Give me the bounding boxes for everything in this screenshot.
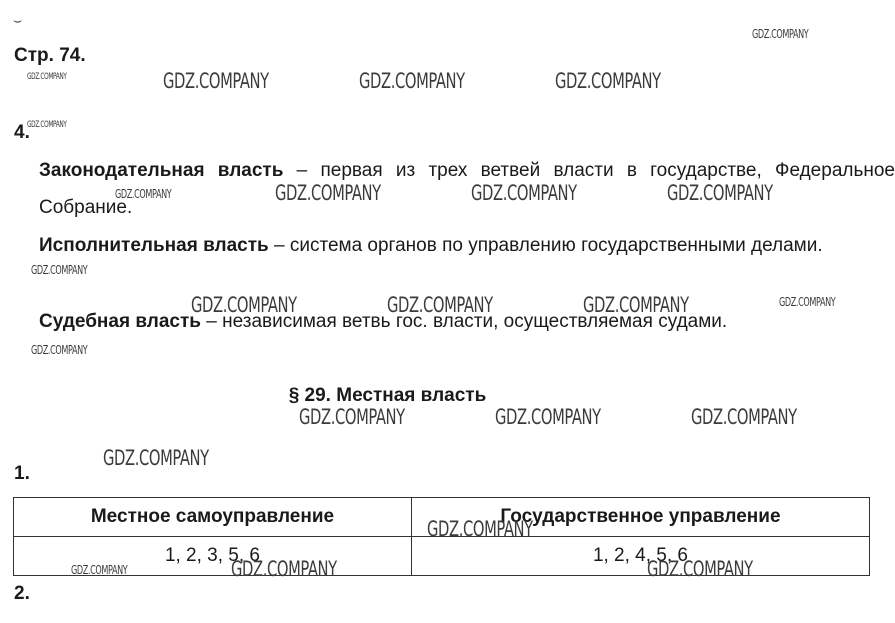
cropped-next-line: 2. xyxy=(14,583,30,604)
watermark: GDZ.COMPANY xyxy=(31,343,88,357)
task-4-number: 4. xyxy=(14,122,30,143)
page-label: Стр. 74. xyxy=(14,45,86,66)
top-corner-mark: ⌣ xyxy=(13,12,23,28)
definition-executive xyxy=(14,227,895,264)
watermark: GDZ.COMPANY xyxy=(691,405,797,429)
definition-judicial-text: – независимая ветвь гос. власти, осуществляемая судами. xyxy=(200,311,728,332)
watermark: GDZ.COMPANY xyxy=(103,446,209,470)
watermark: GDZ.COMPANY xyxy=(647,557,753,581)
definition-executive-text: – система органов по управлению государственными делами. xyxy=(268,235,823,256)
column-header-state: Государственное управление xyxy=(411,498,869,537)
watermark: GDZ.COMPANY xyxy=(779,295,836,309)
table-cell-local: 1, 2, 3, 5, 6 xyxy=(14,537,412,576)
watermark: GDZ.COMPANY xyxy=(299,405,405,429)
table-cell-state: 1, 2, 4, 5, 6 xyxy=(411,537,869,576)
term-legislative: Законодательная власть xyxy=(39,160,284,181)
watermark: GDZ.COMPANY xyxy=(752,27,809,41)
watermark: GDZ.COMPANY xyxy=(583,293,689,317)
watermark: GDZ.COMPANY xyxy=(427,517,533,541)
watermark: GDZ.COMPANY xyxy=(275,181,381,205)
watermark: GDZ.COMPANY xyxy=(471,181,577,205)
watermark: GDZ.COMPANY xyxy=(31,263,88,277)
watermark: GDZ.COMPANY xyxy=(71,563,128,577)
watermark: GDZ.COMPANY xyxy=(359,69,465,93)
column-header-local: Местное самоуправление xyxy=(14,498,412,537)
section-title: § 29. Местная власть xyxy=(288,385,487,406)
watermark: GDZ.COMPANY xyxy=(115,187,172,201)
watermark: GDZ.COMPANY xyxy=(163,69,269,93)
task-1-number: 1. xyxy=(14,463,30,484)
watermark: GDZ.COMPANY xyxy=(27,72,67,82)
watermark: GDZ.COMPANY xyxy=(191,293,297,317)
watermark: GDZ.COMPANY xyxy=(387,293,493,317)
term-executive: Исполнительная власть xyxy=(39,235,269,256)
watermark: GDZ.COMPANY xyxy=(27,120,67,130)
definition-legislative-text: – первая из трех ветвей власти в государстве, Федеральное Собрание. xyxy=(39,160,895,218)
watermark: GDZ.COMPANY xyxy=(495,405,601,429)
watermark: GDZ.COMPANY xyxy=(667,181,773,205)
watermark: GDZ.COMPANY xyxy=(555,69,661,93)
watermark: GDZ.COMPANY xyxy=(231,557,337,581)
term-judicial: Судебная власть xyxy=(39,311,201,332)
